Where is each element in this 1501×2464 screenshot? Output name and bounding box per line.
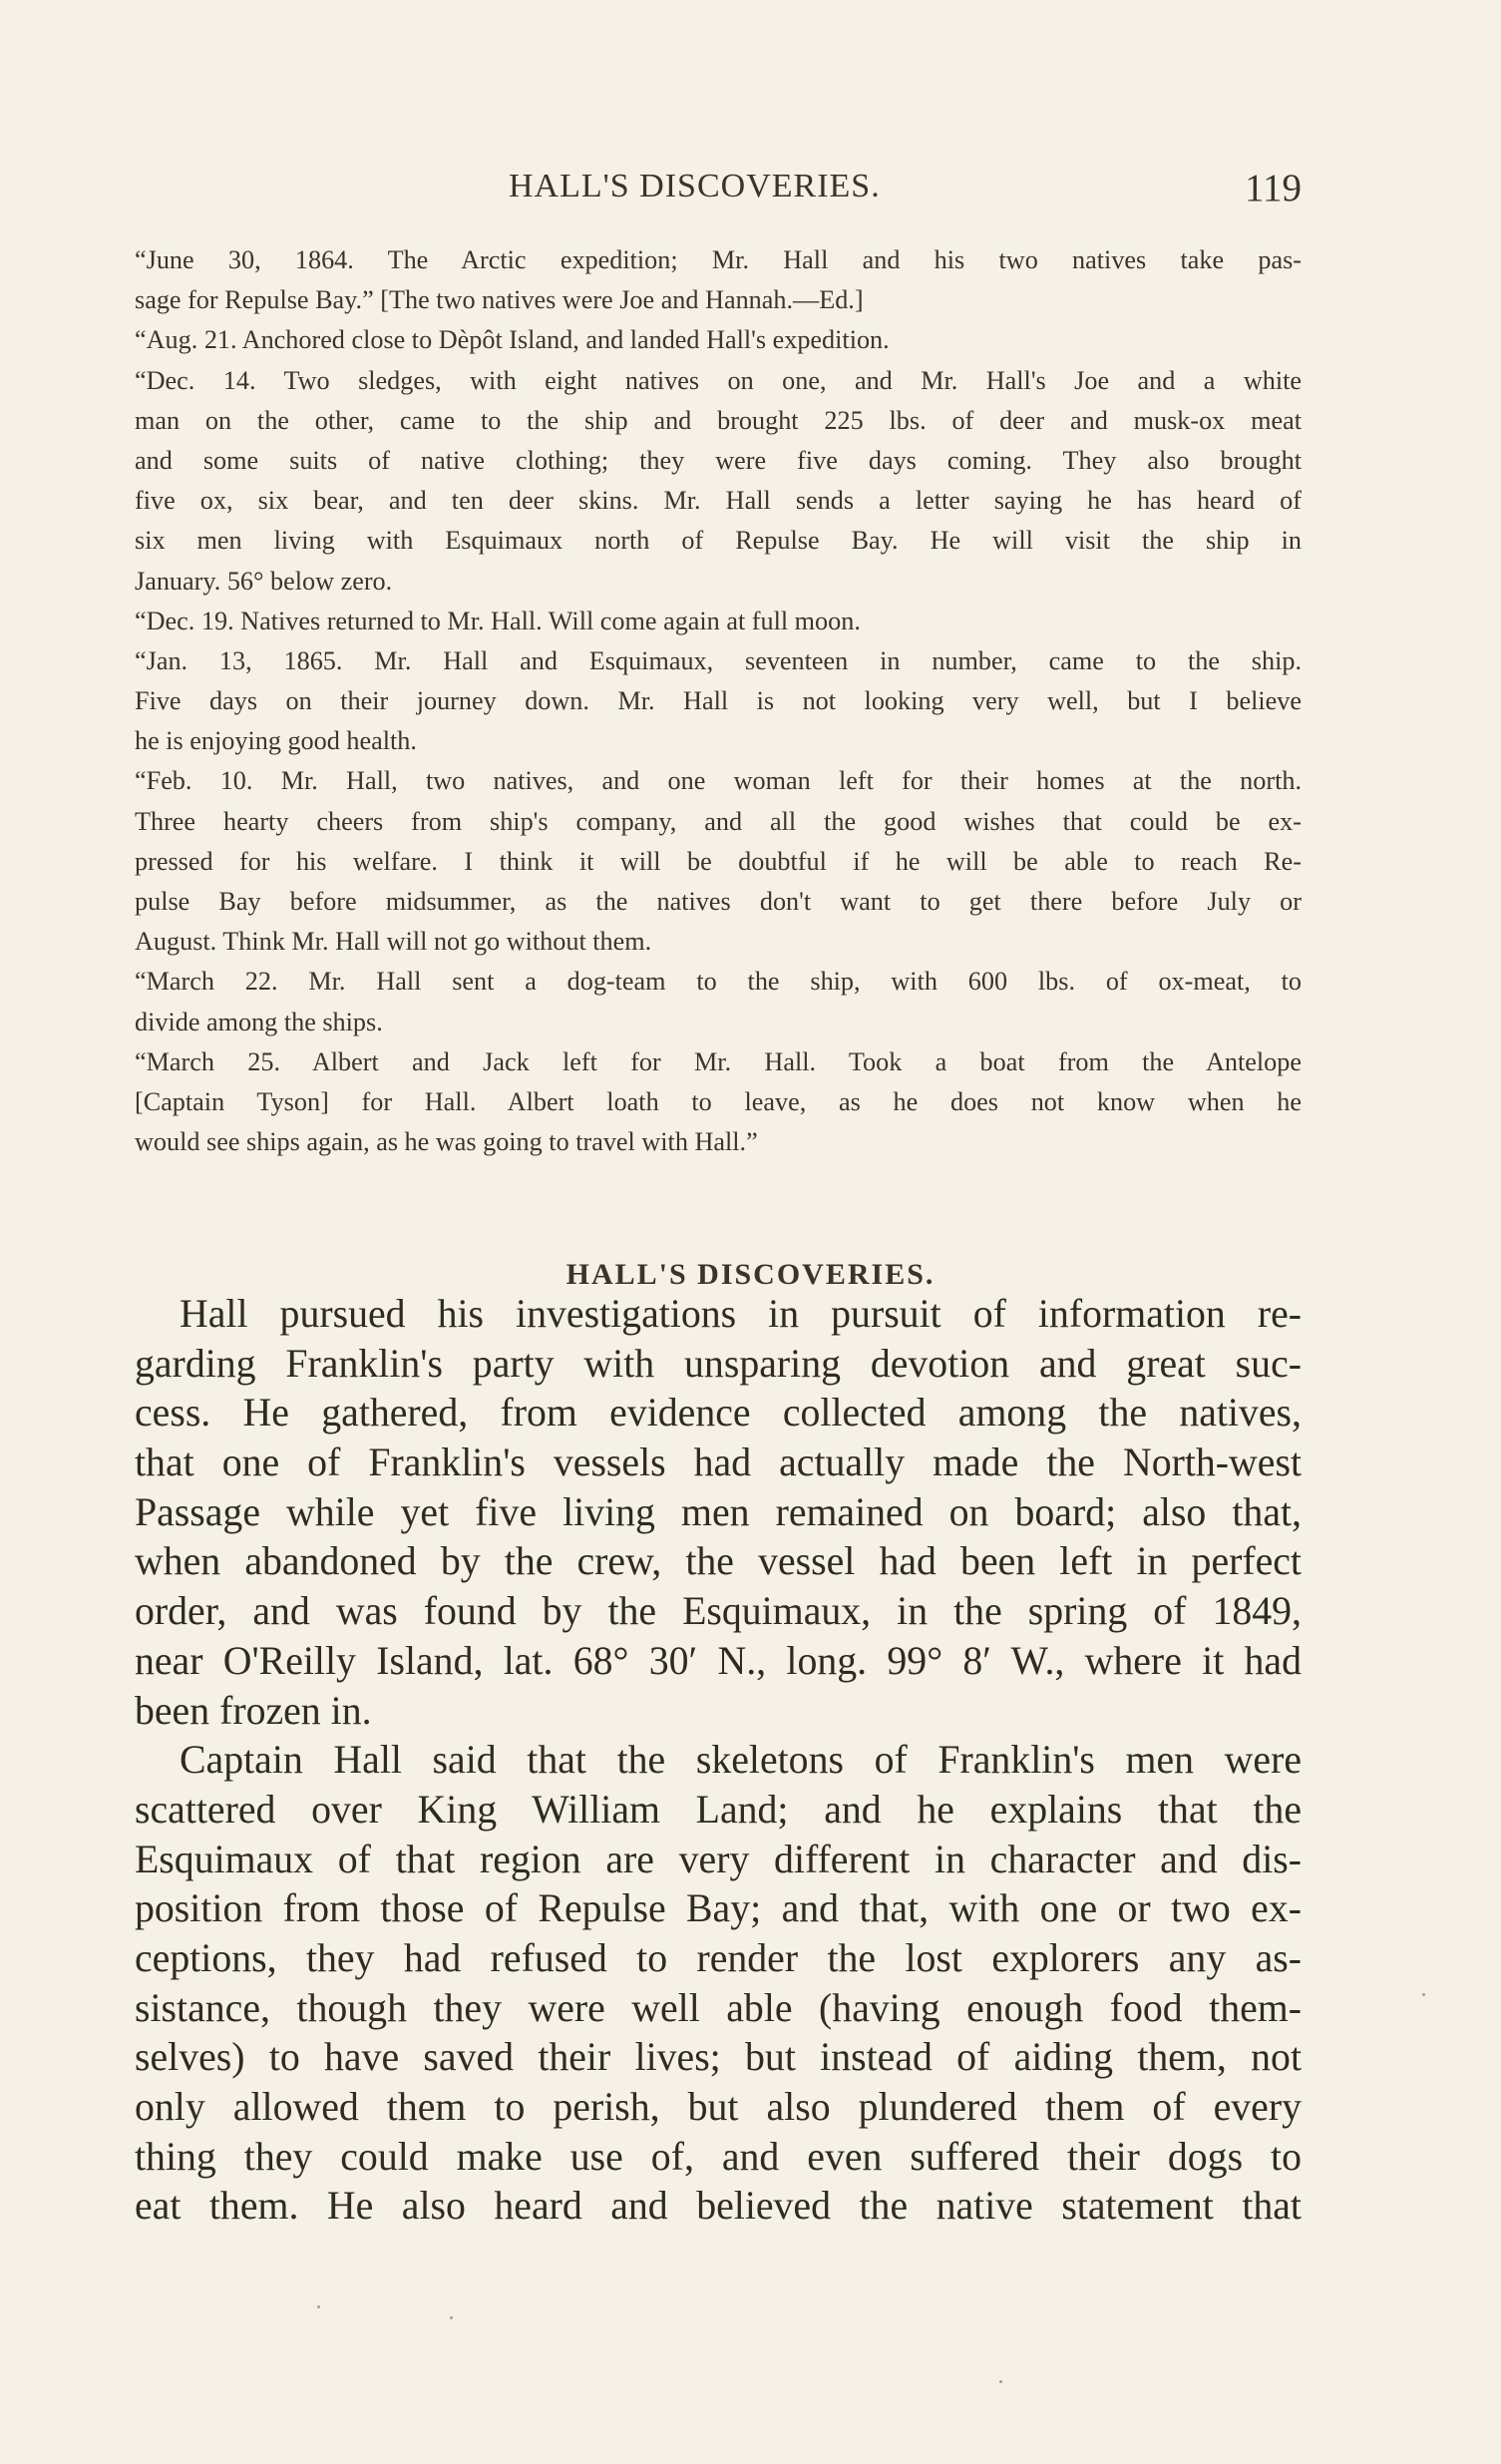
journal-line: “Dec. 19. Natives returned to Mr. Hall. Will come again at full moon. [135, 606, 861, 635]
running-head [135, 168, 1302, 211]
body-line: Passage while yet five living men remained on board; also that, [135, 1489, 1302, 1534]
body-line: Esquimaux of that region are very different in character and dis- [135, 1837, 1302, 1881]
body-line: near O'Reilly Island, lat. 68° 30′ N., long. 99° 8′ W., where it had [135, 1638, 1302, 1683]
journal-line: “Feb. 10. Mr. Hall, two natives, and one woman left for their homes at the north. [135, 766, 1302, 796]
journal-line: and some suits of native clothing; they were five days coming. They also brought [135, 445, 1302, 475]
journal-line: January. 56° below zero. [135, 566, 393, 596]
body-line: scattered over King William Land; and he explains that the [135, 1787, 1302, 1832]
journal-line: “March 22. Mr. Hall sent a dog-team to the ship, with 600 lbs. of ox-meat, to [135, 967, 1302, 997]
main-body-text [135, 1290, 1302, 2232]
journal-line: Three hearty cheers from ship's company, and all the good wishes that could be ex- [135, 806, 1302, 836]
body-line: thing they could make use of, and even suffered their dogs to [135, 2134, 1302, 2179]
journal-line: [Captain Tyson] for Hall. Albert loath to leave, as he does not know when he [135, 1086, 1302, 1116]
body-line: selves) to have saved their lives; but instead of aiding them, not [135, 2035, 1302, 2080]
body-line: that one of Franklin's vessels had actually made the North-west [135, 1440, 1302, 1485]
body-line: position from those of Repulse Bay; and that, with one or two ex- [135, 1886, 1302, 1931]
paper-speck [450, 2316, 453, 2319]
paper-speck [999, 2380, 1002, 2383]
body-line: when abandoned by the crew, the vessel had been left in perfect [135, 1539, 1302, 1584]
body-line: Hall pursued his investigations in pursuit of information re- [180, 1292, 1302, 1336]
body-line: Captain Hall said that the skeletons of Franklin's men were [180, 1738, 1302, 1783]
journal-line: pulse Bay before midsummer, as the natives don't want to get there before July or [135, 887, 1302, 916]
journal-line: August. Think Mr. Hall will not go without them. [135, 927, 652, 957]
page-number: 119 [1244, 167, 1302, 209]
body-line: order, and was found by the Esquimaux, in the spring of 1849, [135, 1589, 1302, 1634]
journal-line: “Dec. 14. Two sledges, with eight natives on one, and Mr. Hall's Joe and a white [135, 365, 1302, 395]
journal-line: six men living with Esquimaux north of Repulse Bay. He will visit the ship in [135, 526, 1302, 556]
journal-line: man on the other, came to the ship and brought 225 lbs. of deer and musk-ox meat [135, 405, 1302, 435]
paper-speck [317, 2305, 320, 2308]
journal-line: divide among the ships. [135, 1007, 383, 1036]
section-heading: HALL'S DISCOVERIES. [565, 1257, 936, 1291]
journal-line: “June 30, 1864. The Arctic expedition; Mr. Hall and his two natives take pas- [135, 245, 1302, 274]
journal-line: “Aug. 21. Anchored close to Dèpôt Island, and landed Hall's expedition. [135, 325, 890, 355]
body-line: eat them. He also heard and believed the native statement that [135, 2184, 1302, 2229]
journal-line: would see ships again, as he was going to travel with Hall.” [135, 1127, 758, 1157]
journal-line: “Jan. 13, 1865. Mr. Hall and Esquimaux, seventeen in number, came to the ship. [135, 645, 1302, 675]
journal-excerpt [135, 240, 1302, 1162]
journal-line: sage for Repulse Bay.” [The two natives were Joe and Hannah.—Ed.] [135, 285, 864, 315]
body-line: ceptions, they had refused to render the lost explorers any as- [135, 1935, 1302, 1980]
running-title: HALL'S DISCOVERIES. [509, 168, 881, 205]
journal-line: Five days on their journey down. Mr. Hall is not looking very well, but I believe [135, 686, 1302, 716]
journal-line: pressed for his welfare. I think it will be doubtful if he will be able to reach Re- [135, 846, 1302, 876]
body-line: been frozen in. [135, 1688, 372, 1733]
body-line: cess. He gathered, from evidence collected among the natives, [135, 1391, 1302, 1436]
journal-line: five ox, six bear, and ten deer skins. Mr. Hall sends a letter saying he has heard of [135, 486, 1302, 516]
body-line: only allowed them to perish, but also plundered them of every [135, 2085, 1302, 2129]
journal-line: “March 25. Albert and Jack left for Mr. Hall. Took a boat from the Antelope [135, 1046, 1302, 1076]
body-line: sistance, though they were well able (having enough food them- [135, 1985, 1302, 2030]
paper-speck [1422, 1993, 1425, 1996]
body-line: garding Franklin's party with unsparing devotion and great suc- [135, 1341, 1302, 1386]
journal-line: he is enjoying good health. [135, 726, 417, 756]
